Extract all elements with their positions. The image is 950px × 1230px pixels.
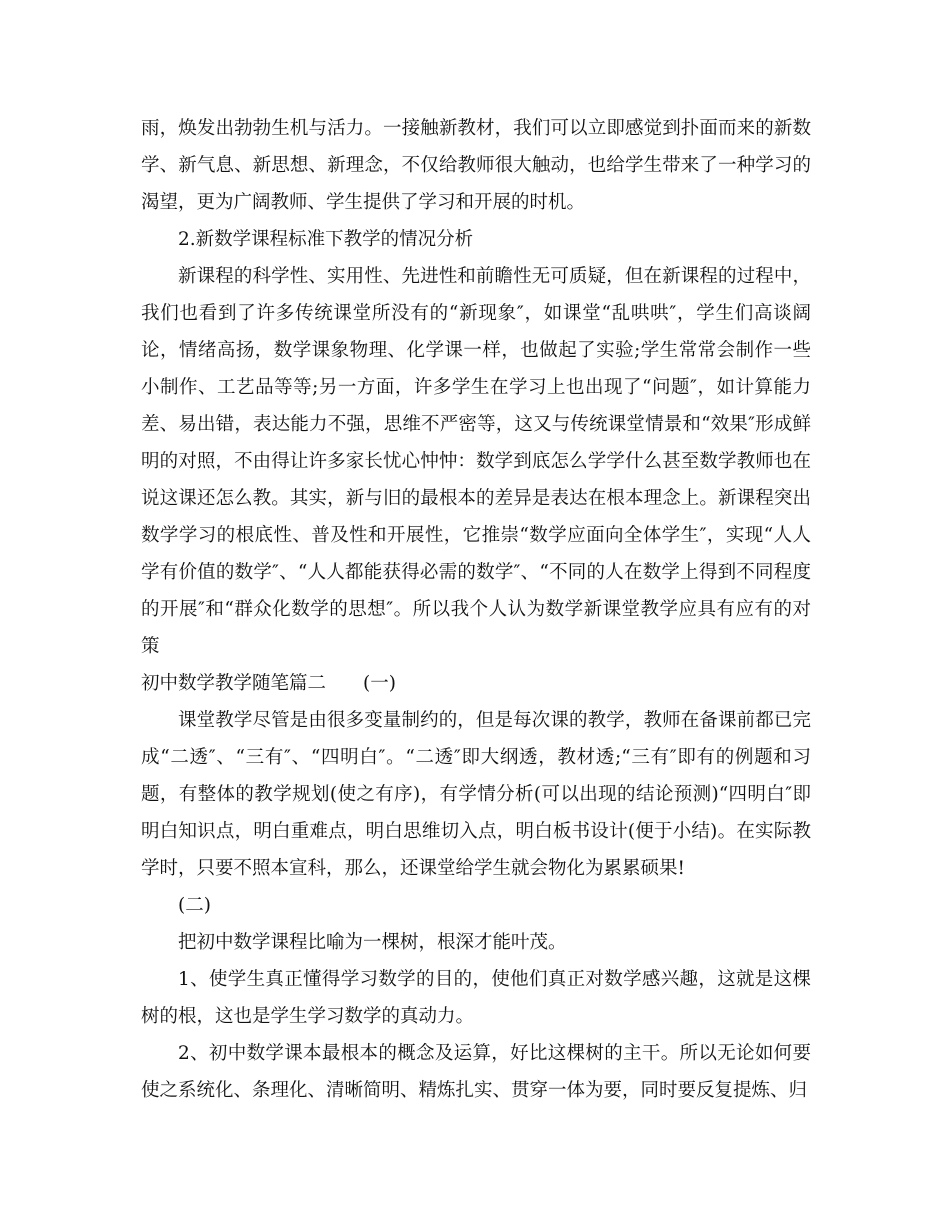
section-heading-two: (二) bbox=[178, 895, 211, 916]
section-heading-analysis: 2.新数学课程标准下教学的情况分析 bbox=[178, 229, 474, 250]
paragraph-analysis: 新课程的科学性、实用性、先进性和前瞻性无可质疑，但在新课程的过程中，我们也看到了许多传统课堂所没有的“新现象″，如课堂“乱哄哄″，学生们高谈阔论，情绪高扬，数学课象物理、化学课一样，也做起了实验;学生常常会制作一些小制作、工艺品等等;另一方面，许多学生在学习上也出现了“问题″，如计算能力差、易出错，表达能力不强，思维不严密等，这又与传统课堂情景和“效果″形成鲜明的对照，不由得让许多家长忧心忡忡：数学到底怎么学学什么甚至数学教师也在说这课还怎么教。其实，新与旧的最根本的差异是表达在根本理念上。新课程突出数学学习的根底性、普及性和开展性，它推崇“数学应面向全体学生″，实现“人人学有价值的数学″、“人人都能获得必需的数学″、“不同的人在数学上得到不同程度的开展″和“群众化数学的思想″。所以我个人认为数学新课堂教学应具有应有的对策 bbox=[141, 266, 811, 657]
paragraph-intro-continuation: 雨，焕发出勃勃生机与活力。一接触新教材，我们可以立即感觉到扑面而来的新数学、新气息、新思想、新理念，不仅给教师很大触动，也给学生带来了一种学习的渴望，更为广阔教师、学生提供了学习和开展的时机。 bbox=[141, 118, 811, 213]
document-body bbox=[141, 110, 811, 1109]
paragraph-point-two: 2、初中数学课本最根本的概念及运算，好比这棵树的主干。所以无论如何要使之系统化、条理化、清晰简明、精炼扎实、贯穿一体为要，同时要反复提炼、归 bbox=[141, 1043, 811, 1101]
paragraph-classroom-teaching: 课堂教学尽管是由很多变量制约的，但是每次课的教学，教师在备课前都已完成“二透″、“三有″、“四明白″。“二透″即大纲透，教材透;“三有″即有的例题和习题，有整体的教学规划(使之有序)，有学情分析(可以出现的结论预测)“四明白″即明白知识点，明白重难点，明白思维切入点，明白板书设计(便于小结)。在实际教学时，只要不照本宣科，那么，还课堂给学生就会物化为累累硕果! bbox=[141, 710, 811, 879]
article-title-part-two: 初中数学教学随笔篇二 (一) bbox=[141, 673, 396, 694]
paragraph-tree-metaphor: 把初中数学课程比喻为一棵树，根深才能叶茂。 bbox=[178, 932, 567, 953]
paragraph-point-one: 1、使学生真正懂得学习数学的目的，使他们真正对数学感兴趣，这就是这棵树的根，这也是学生学习数学的真动力。 bbox=[141, 969, 811, 1027]
